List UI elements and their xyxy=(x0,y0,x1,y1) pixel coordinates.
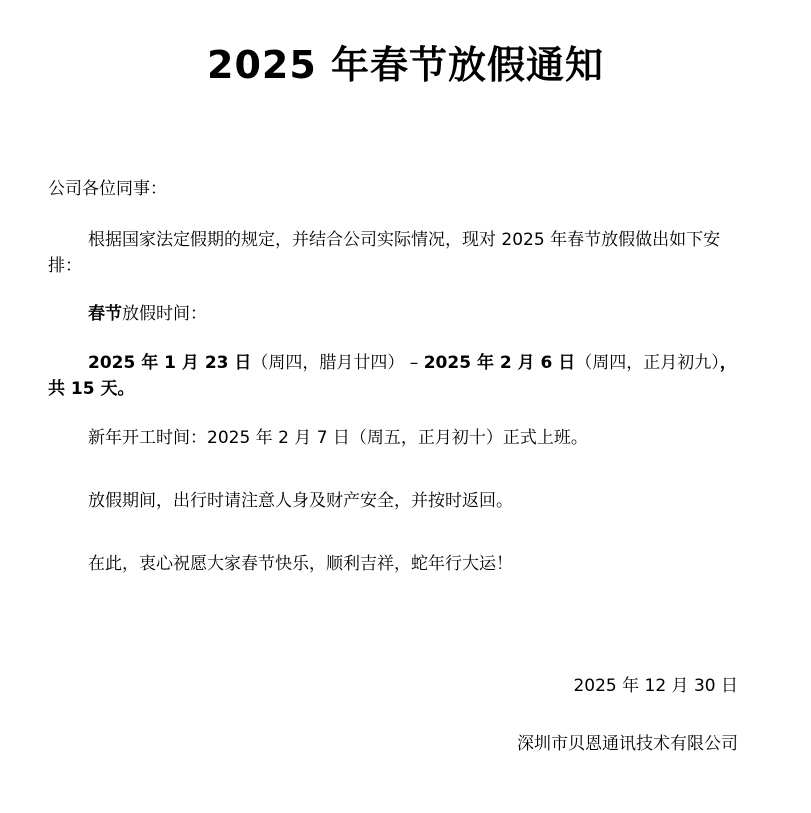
wishes-line: 在此，衷心祝愿大家春节快乐，顺利吉祥，蛇年行大运！ xyxy=(88,554,513,574)
holiday-start-date: 2025 年 1 月 23 日 xyxy=(88,353,252,373)
greeting-line: 公司各位同事： xyxy=(48,179,167,199)
total-days: ，共 15 天。 xyxy=(48,353,737,399)
intro-paragraph: 根据国家法定假期的规定，并结合公司实际情况，现对 2025 年春节放假做出如下安排： xyxy=(48,230,721,276)
section-label-bold: 春节 xyxy=(88,304,122,324)
holiday-start-note: （周四，腊月廿四） xyxy=(251,353,405,373)
holiday-end-date: 2025 年 2 月 6 日 xyxy=(423,353,576,373)
safety-reminder-line: 放假期间，出行时请注意人身及财产安全，并按时返回。 xyxy=(88,491,513,511)
resume-work-line: 新年开工时间：2025 年 2 月 7 日（周五，正月初十）正式上班。 xyxy=(88,428,588,448)
range-separator: – xyxy=(404,353,424,373)
holiday-end-note: （周四，正月初九） xyxy=(575,353,720,373)
holiday-section-heading xyxy=(88,301,207,327)
section-label-rest: 放假时间： xyxy=(122,304,207,324)
company-name: 深圳市贝恩通讯技术有限公司 xyxy=(517,734,738,754)
notice-date: 2025 年 12 月 30 日 xyxy=(573,676,738,696)
notice-title: 2025 年春节放假通知 xyxy=(207,43,604,87)
holiday-range-paragraph xyxy=(48,350,740,402)
